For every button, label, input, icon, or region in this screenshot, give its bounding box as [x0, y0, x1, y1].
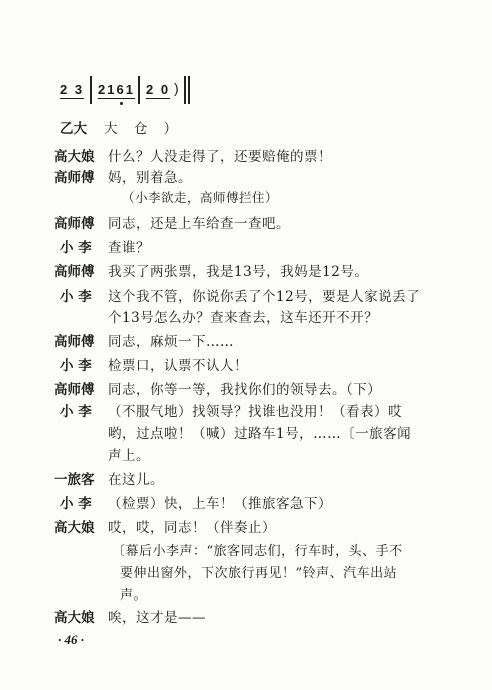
dialogue-continued: 个13号怎么办？查来查去，这车还开不开？ — [108, 310, 379, 326]
bar-line-2 — [138, 76, 140, 104]
dialogue: （不服气地）找领导？找谁也没用！（看表）哎 — [108, 404, 402, 420]
page-number: · 46 · — [58, 632, 84, 647]
bar-line-1 — [90, 76, 92, 104]
dialogue: 我买了两张票，我是13号，我妈是12号。 — [108, 264, 369, 280]
speaker: 高大娘 — [54, 610, 95, 626]
stage-direction: 〔幕后小李声：“旅客同志们，行车时，头、手不 — [112, 544, 403, 559]
speaker: 高师傅 — [54, 264, 95, 280]
stage-direction: （小李欲走，高师傅拦住） — [122, 190, 279, 205]
dialogue: 同志，还是上车给查一查吧。 — [108, 216, 290, 232]
notation-group-2: 2161 — [98, 82, 135, 97]
speaker: 高师傅 — [54, 216, 95, 232]
speaker: 高师傅 — [54, 170, 95, 186]
dialogue: 这个我不管，你说你丢了个12号，要是人家说丢了 — [108, 289, 421, 305]
speaker: 高大娘 — [54, 149, 95, 165]
speaker: 一旅客 — [54, 472, 95, 488]
notation-group-1: 2 3 — [60, 82, 85, 97]
dialogue: 检票口，认票不认人！ — [108, 358, 248, 374]
dialogue: 妈，别着急。 — [108, 170, 192, 186]
dialogue: 在这儿。 — [108, 472, 164, 488]
speaker: 小 李 — [60, 358, 92, 374]
dialogue: 同志，你等一等，我找你们的领导去。（下） — [108, 382, 382, 398]
speaker: 乙大 — [60, 121, 87, 137]
dialogue: 查谁？ — [108, 240, 150, 256]
dialogue: 什么？人没走得了，还要赔俺的票！ — [108, 149, 332, 165]
notation-group-3: 2 0 — [146, 82, 171, 97]
speaker: 小 李 — [60, 240, 92, 256]
dialogue-continued: 哟，过点啦！（喊）过路车1号，……〔一旅客闻 — [108, 426, 412, 442]
speaker: 小 李 — [60, 289, 92, 305]
notation-close-paren: ) — [174, 80, 179, 96]
speaker: 小 李 — [60, 496, 92, 512]
dialogue: 大 仓 ） — [104, 121, 184, 137]
speaker: 小 李 — [60, 404, 92, 420]
speaker: 高师傅 — [54, 382, 95, 398]
dialogue: 同志，麻烦一下…… — [108, 334, 234, 350]
speaker: 高大娘 — [54, 520, 95, 536]
stage-direction-continued: 要伸出窗外，下次旅行再见！”铃声、汽车出站 — [120, 566, 398, 581]
stage-direction-continued: 声。 — [120, 588, 148, 603]
octave-dot — [120, 102, 123, 105]
bar-line-3 — [184, 76, 186, 104]
dialogue: （检票）快，上车！（推旅客急下） — [108, 496, 332, 512]
bar-line-4 — [188, 76, 190, 104]
dialogue-continued: 声上。 — [108, 448, 150, 464]
dialogue: 唉，这才是—— — [108, 610, 206, 626]
speaker: 高师傅 — [54, 334, 95, 350]
dialogue: 哎，哎，同志！（伴奏止） — [108, 520, 276, 536]
